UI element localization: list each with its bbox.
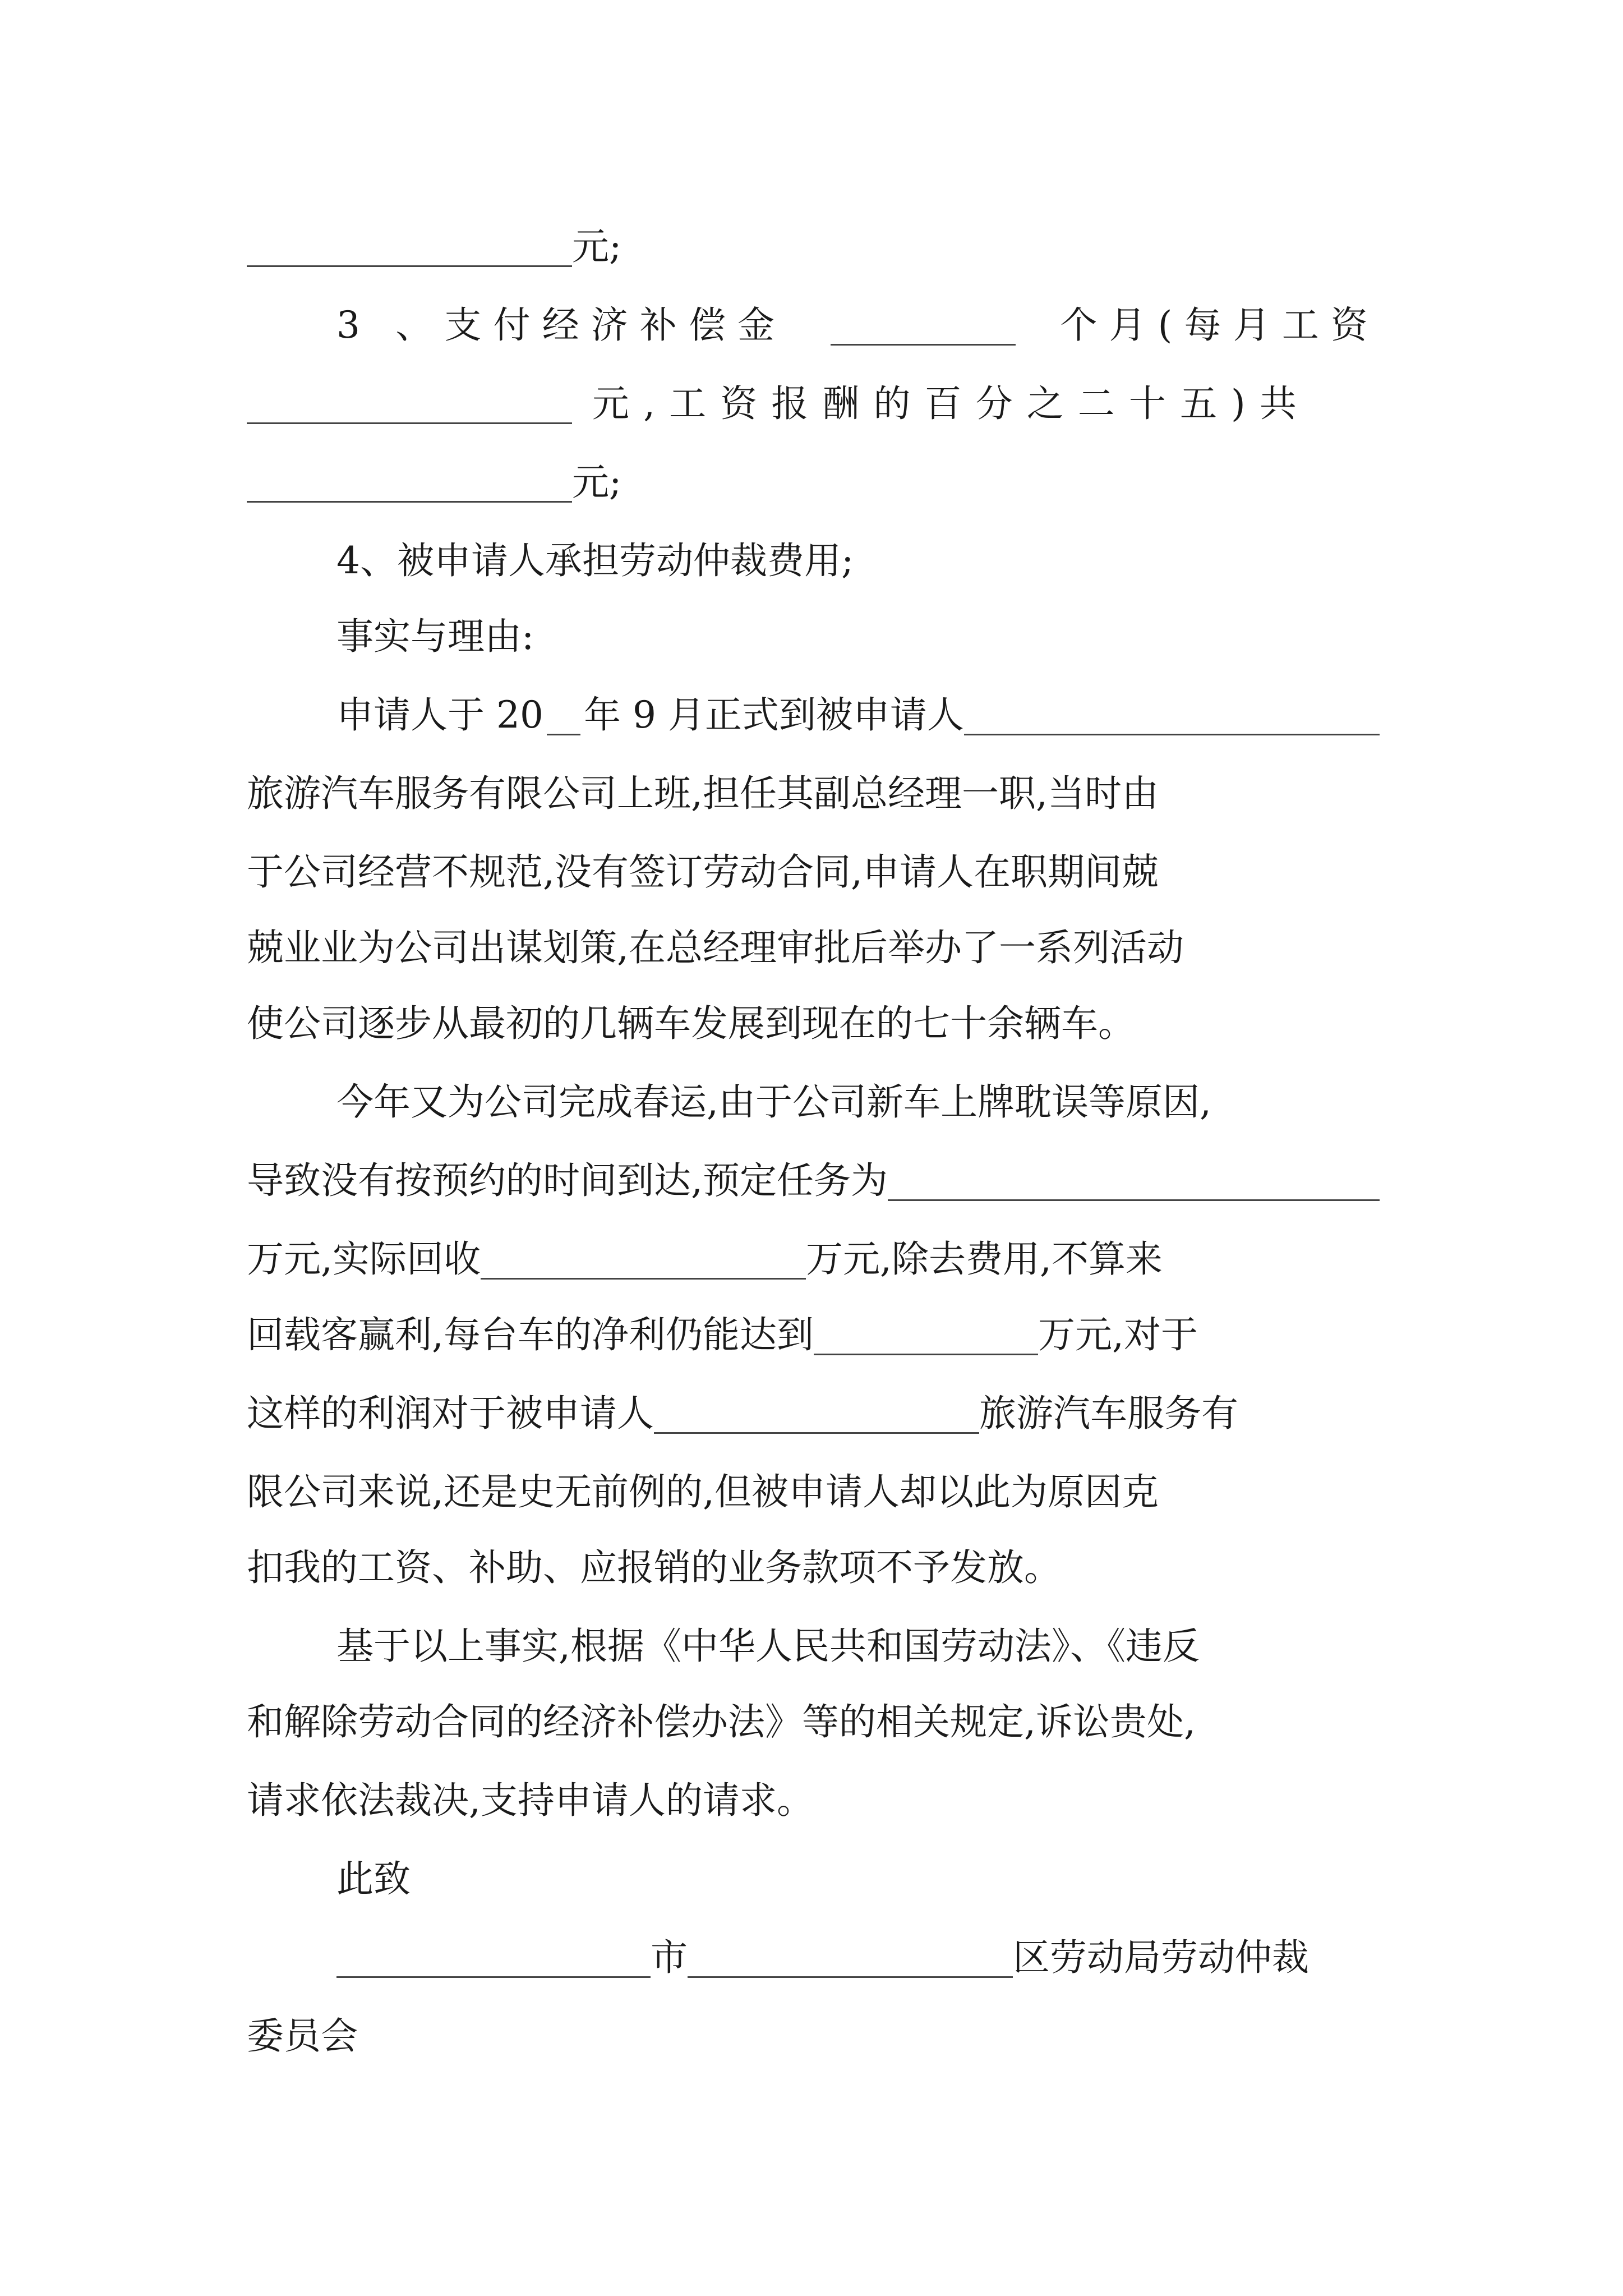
text: 4、被申请人承担劳动仲裁费用; bbox=[336, 539, 854, 582]
text: 元; bbox=[572, 225, 622, 268]
basis-line-1 bbox=[336, 1618, 1380, 1674]
blank-field[interactable] bbox=[336, 1937, 651, 1978]
text: 区劳动局劳动仲裁 bbox=[1013, 1936, 1309, 1979]
text: 使公司逐步从最初的几辆车发展到现在的七十余辆车。 bbox=[247, 1002, 1135, 1045]
line-amount-1 bbox=[247, 219, 1380, 275]
facts-line-11 bbox=[247, 1464, 1380, 1520]
text: 扣我的工资、补助、应报销的业务款项不予发放。 bbox=[247, 1546, 1061, 1589]
blank-field[interactable] bbox=[247, 226, 572, 267]
text: 于公司经营不规范,没有签订劳动合同,申请人在职期间兢 bbox=[247, 850, 1159, 894]
facts-line-3 bbox=[247, 844, 1380, 900]
facts-line-9 bbox=[247, 1307, 1380, 1363]
text: 个月(每月工资 bbox=[1060, 303, 1380, 347]
facts-line-4 bbox=[247, 920, 1380, 976]
text: 基于以上事实,根据《中华人民共和国劳动法》、《违反 bbox=[336, 1625, 1200, 1668]
text: 万元,实际回收 bbox=[247, 1237, 481, 1281]
text: 元; bbox=[572, 461, 622, 504]
text: 年 9 月正式到被申请人 bbox=[583, 693, 964, 737]
blank-field[interactable] bbox=[964, 694, 1380, 735]
blank-field[interactable] bbox=[547, 694, 580, 735]
text: 3 、支付经济补偿金 bbox=[336, 303, 787, 347]
blank-field[interactable] bbox=[814, 1314, 1038, 1355]
facts-heading bbox=[336, 609, 1380, 665]
text: 请求依法裁决,支持申请人的请求。 bbox=[247, 1779, 814, 1822]
recipient-line bbox=[336, 1930, 1380, 1986]
blank-field[interactable] bbox=[888, 1160, 1380, 1201]
facts-line-2 bbox=[247, 766, 1380, 822]
facts-line-1 bbox=[336, 687, 1380, 743]
text: 委员会 bbox=[247, 2014, 358, 2058]
text: 元,工资报酬的百分之二十五)共 bbox=[592, 382, 1311, 425]
text: 万元,除去费用,不算来 bbox=[805, 1237, 1163, 1281]
text: 导致没有按预约的时间到达,预定任务为 bbox=[247, 1159, 888, 1202]
salutation bbox=[336, 1851, 1380, 1907]
basis-line-2 bbox=[247, 1694, 1380, 1750]
text: 和解除劳动合同的经济补偿办法》等的相关规定,诉讼贵处, bbox=[247, 1700, 1196, 1743]
text: 兢业业为公司出谋划策,在总经理审批后举办了一系列活动 bbox=[247, 926, 1184, 969]
blank-wrap bbox=[964, 687, 1380, 743]
facts-line-8 bbox=[247, 1231, 1380, 1287]
facts-line-10 bbox=[247, 1386, 1380, 1442]
text: 事实与理由: bbox=[336, 615, 534, 658]
facts-line-6 bbox=[336, 1074, 1380, 1130]
text: 申请人于 20 bbox=[336, 693, 543, 737]
text: 此致 bbox=[336, 1857, 411, 1901]
text: 今年又为公司完成春运,由于公司新车上牌耽误等原因, bbox=[336, 1080, 1211, 1124]
blank-field[interactable] bbox=[688, 1937, 1013, 1978]
line-amount-2 bbox=[247, 454, 1380, 510]
text: 旅游汽车服务有 bbox=[979, 1392, 1238, 1435]
text: 旅游汽车服务有限公司上班,担任其副总经理一职,当时由 bbox=[247, 772, 1159, 815]
text: 回载客赢利,每台车的净利仍能达到 bbox=[247, 1313, 814, 1356]
basis-line-3 bbox=[247, 1773, 1380, 1829]
item-4-arbitration-fee bbox=[336, 533, 1380, 589]
blank-wrap bbox=[888, 1153, 1380, 1209]
text: 市 bbox=[651, 1936, 688, 1979]
line-monthly-wage bbox=[247, 376, 1380, 432]
facts-line-5 bbox=[247, 996, 1380, 1052]
item-3-compensation bbox=[336, 297, 1380, 353]
facts-line-12 bbox=[247, 1540, 1380, 1596]
facts-line-7 bbox=[247, 1153, 1380, 1209]
text: 万元,对于 bbox=[1038, 1313, 1198, 1356]
text: 限公司来说,还是史无前例的,但被申请人却以此为原因克 bbox=[247, 1470, 1159, 1513]
recipient-line-2 bbox=[247, 2008, 1380, 2064]
blank-field[interactable] bbox=[247, 462, 572, 503]
text: 这样的利润对于被申请人 bbox=[247, 1392, 654, 1435]
blank-field[interactable] bbox=[481, 1239, 806, 1280]
blank-field[interactable] bbox=[654, 1393, 979, 1434]
blank-field[interactable] bbox=[831, 305, 1016, 346]
blank-field[interactable] bbox=[247, 383, 572, 424]
